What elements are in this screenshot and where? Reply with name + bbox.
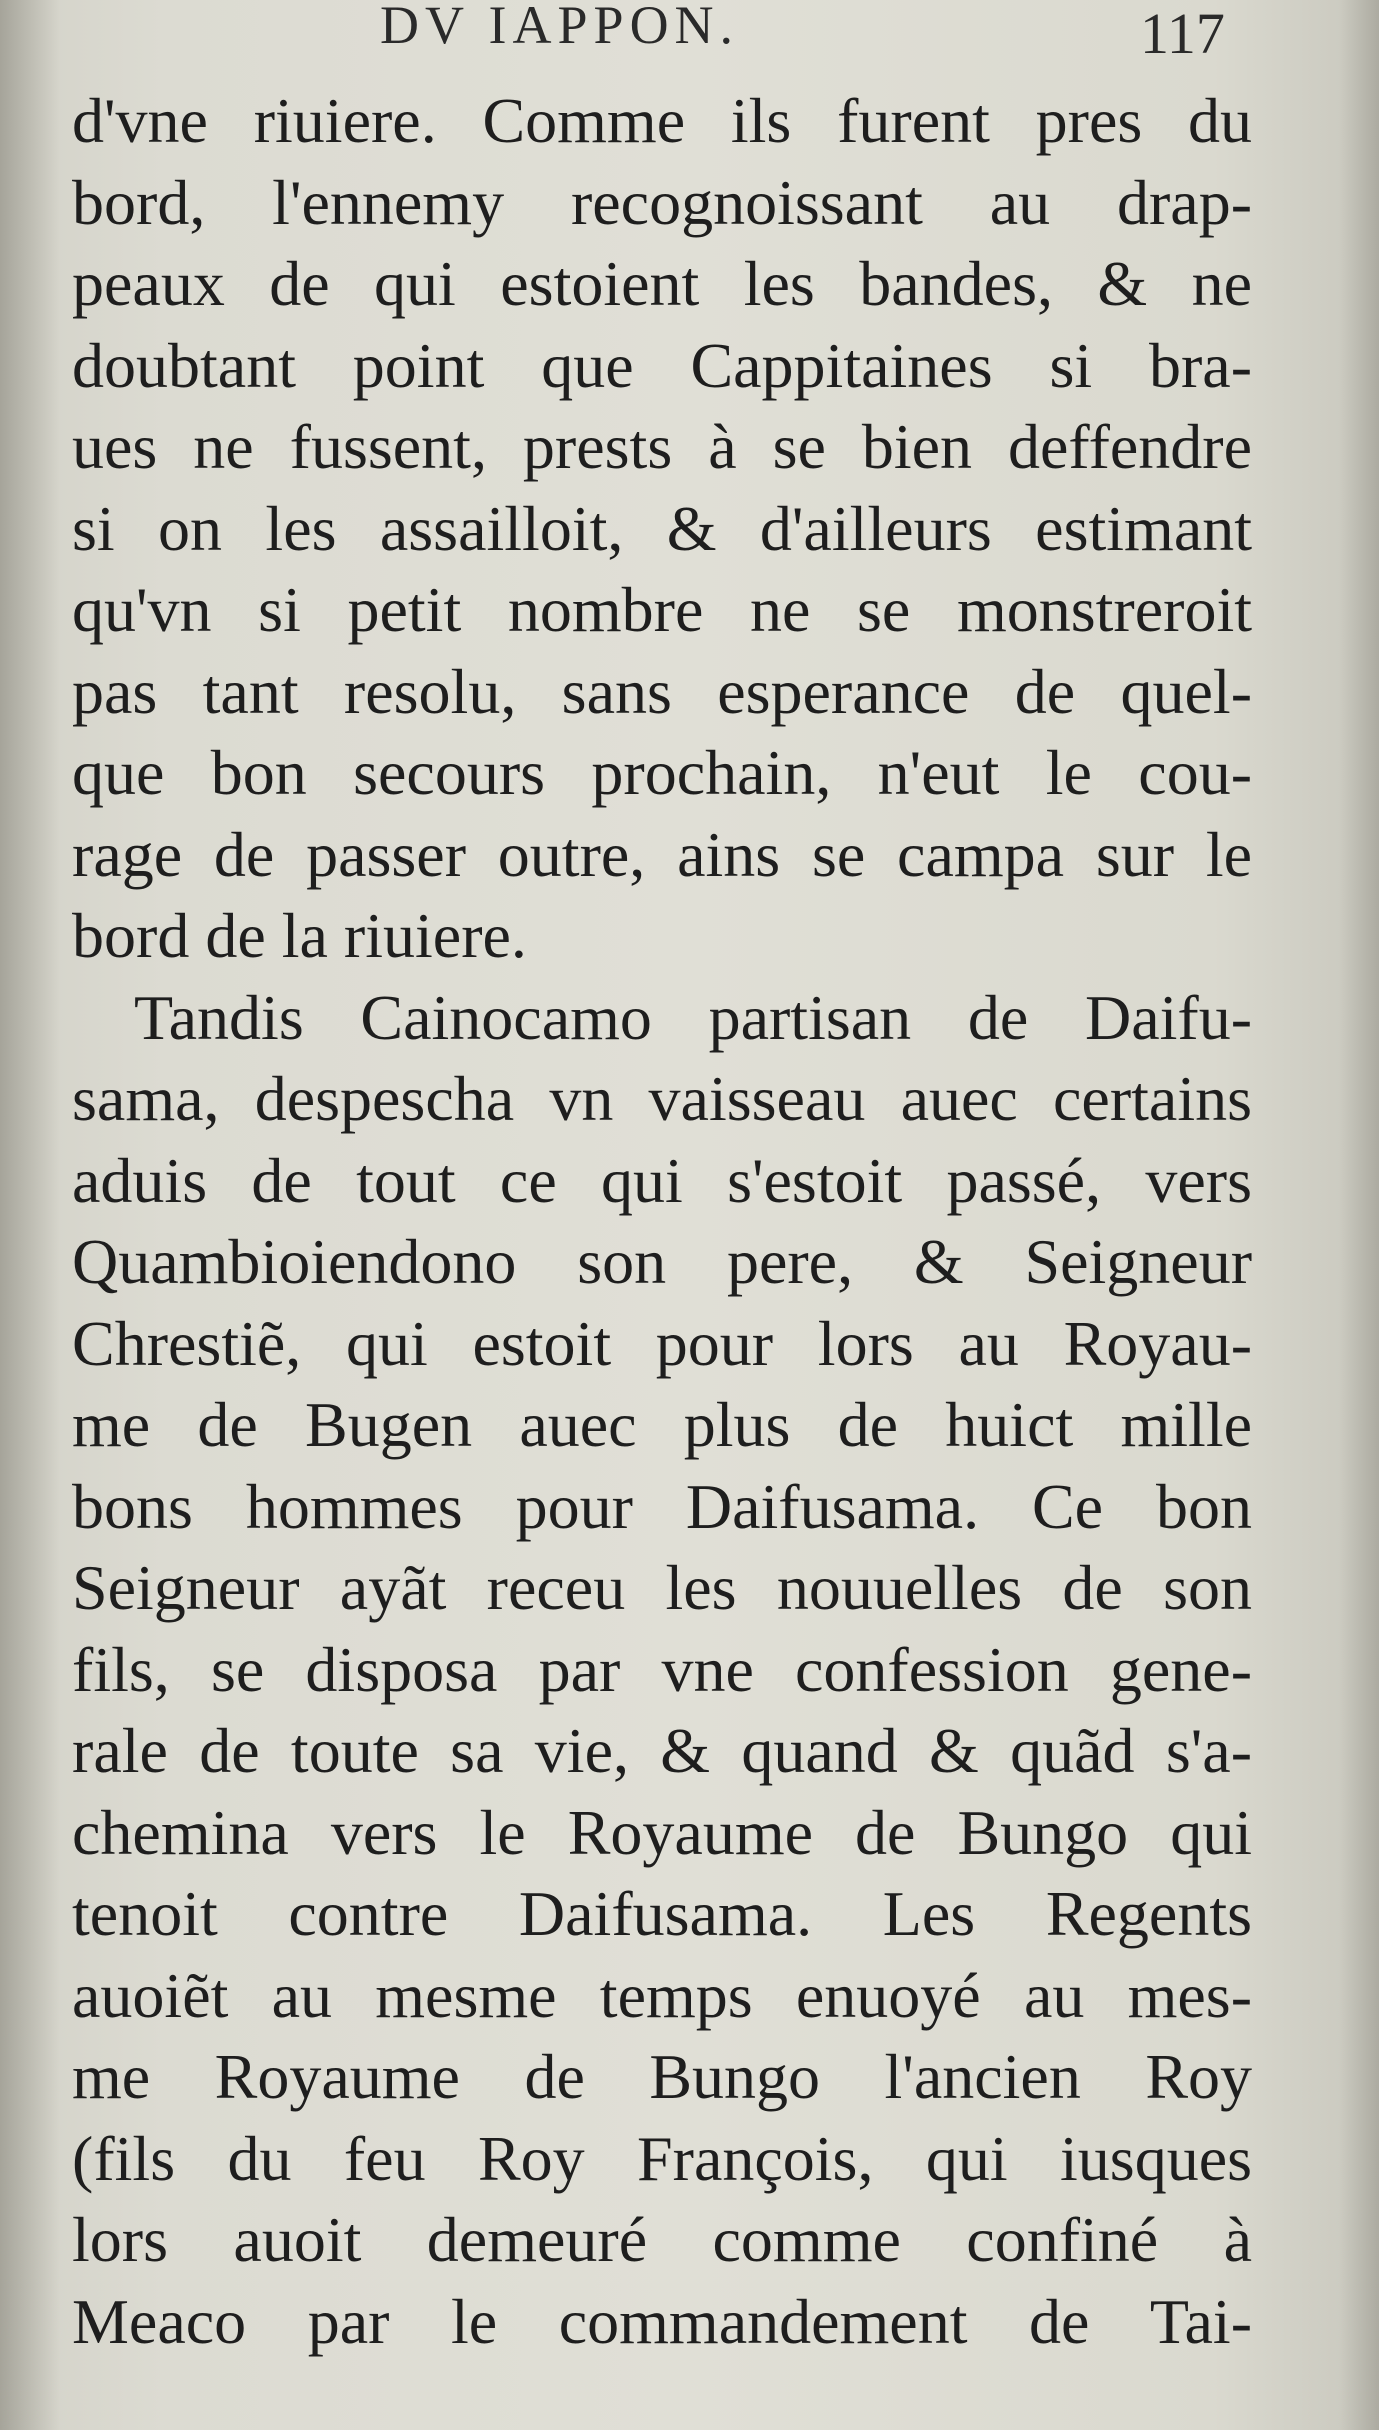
paragraph-1 xyxy=(72,80,1252,977)
text-line: bord de la riuiere. xyxy=(72,900,527,971)
text-line: Quambioiendono son pere, & Seigneur xyxy=(72,1226,1252,1297)
text-line: ues ne fussent, prests à se bien deffendre xyxy=(72,411,1252,482)
paragraph-2 xyxy=(72,977,1252,2363)
text-line: auoiẽt au mesme temps enuoyé au mes- xyxy=(72,1959,1252,2031)
text-line: chemina vers le Royaume de Bungo qui xyxy=(72,1796,1252,1868)
text-line: fils, se disposa par vne confession gene- xyxy=(72,1633,1252,1705)
text-line: sama, despescha vn vaisseau auec certains xyxy=(72,1063,1252,1134)
text-line: bons hommes pour Daifusama. Ce bon xyxy=(72,1470,1252,1542)
page-number: 117 xyxy=(1140,1,1225,66)
text-line: me de Bugen auec plus de huict mille xyxy=(72,1389,1252,1460)
text-line: Tandis Cainocamo partisan de Daifu- xyxy=(134,981,1252,1053)
text-line: que bon secours prochain, n'eut le cou- xyxy=(72,737,1252,808)
text-line: qu'vn si petit nombre ne se monstreroit xyxy=(72,574,1252,645)
text-line: si on les assailloit, & d'ailleurs estimant xyxy=(72,492,1252,564)
text-line: pas tant resolu, sans esperance de quel- xyxy=(72,655,1252,727)
body-text xyxy=(72,80,1252,2362)
text-line: d'vne riuiere. Comme ils furent pres du xyxy=(72,85,1252,156)
text-line: rale de toute sa vie, & quand & quãd s'a- xyxy=(72,1715,1252,1786)
text-line: (fils du feu Roy François, qui iusques xyxy=(72,2122,1252,2194)
text-line: Meaco par le commandement de Tai- xyxy=(72,2285,1252,2357)
text-line: me Royaume de Bungo l'ancien Roy xyxy=(72,2041,1252,2112)
text-line: Chrestiẽ, qui estoit pour lors au Royau- xyxy=(72,1307,1252,1379)
text-line: doubtant point que Cappitaines si bra- xyxy=(72,329,1252,401)
text-line: rage de passer outre, ains se campa sur le xyxy=(72,818,1252,890)
text-line: tenoit contre Daifusama. Les Regents xyxy=(72,1878,1252,1949)
running-head: DV IAPPON. xyxy=(380,0,740,55)
page-header xyxy=(0,0,1379,80)
text-line: bord, l'ennemy recognoissant au drap- xyxy=(72,166,1252,238)
text-line: Seigneur ayãt receu les nouuelles de son xyxy=(72,1552,1252,1623)
text-line: lors auoit demeuré comme confiné à xyxy=(72,2204,1252,2275)
text-line: peaux de qui estoient les bandes, & ne xyxy=(72,248,1252,319)
text-line: aduis de tout ce qui s'estoit passé, vers xyxy=(72,1144,1252,1216)
